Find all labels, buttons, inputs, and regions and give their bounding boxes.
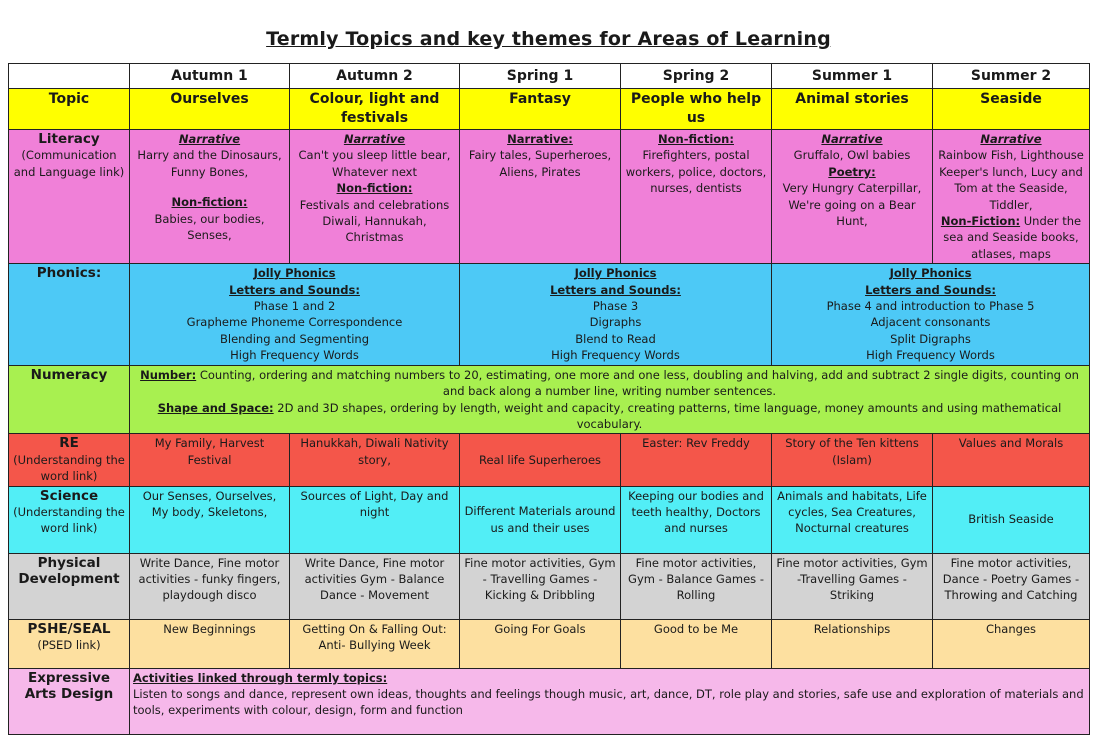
arts-row [9, 668, 1090, 734]
topic-cell: Animal stories [772, 89, 933, 130]
physical-cell: Write Dance, Fine motor activities Gym - Balance Dance - Movement [290, 553, 460, 619]
phonics-cell-summer [772, 264, 1090, 365]
arts-text: Listen to songs and dance, represent own ideas, thoughts and feelings though music, art, dance, DT, role play and stories, safe use and exploration of materials and tools, experiments with colour, design, form and function [133, 686, 1084, 718]
literacy-text: Harry and the Dinosaurs, Funny Bones, [137, 148, 282, 179]
re-cell: Real life Superheroes [460, 434, 621, 486]
row-label-literacy [9, 130, 130, 264]
phonics-item: Blend to Read [575, 331, 656, 346]
re-cell: Easter: Rev Freddy [621, 434, 772, 486]
corner-cell [9, 64, 130, 89]
row-label-re [9, 434, 130, 486]
row-label-numeracy: Numeracy [9, 365, 130, 434]
re-cell: Values and Morals [933, 434, 1090, 486]
row-label-phonics: Phonics: [9, 264, 130, 365]
row-label-title: RE [59, 435, 79, 452]
term-header: Summer 1 [772, 64, 933, 89]
literacy-nonfiction-line [936, 213, 1086, 262]
literacy-heading: Non-fiction: [658, 132, 734, 146]
literacy-text: Very Hungry Caterpillar, We're going on a Bear Hunt, [782, 181, 922, 229]
science-cell: Our Senses, Ourselves, My body, Skeletons, [130, 486, 290, 553]
phonics-item: High Frequency Words [551, 348, 680, 363]
physical-cell: Write Dance, Fine motor activities - funky fingers, playdough disco [130, 553, 290, 619]
phonics-item: Grapheme Phoneme Correspondence [186, 315, 403, 330]
phonics-item: High Frequency Words [230, 348, 359, 363]
numeracy-shape-text: 2D and 3D shapes, ordering by length, weight and capacity, creating patterns, time language, money amounts and using mathematical vocabulary. [277, 400, 1062, 431]
row-label-title: Literacy [38, 131, 100, 147]
phonics-item: High Frequency Words [866, 348, 995, 363]
phonics-heading: Jolly Phonics [889, 266, 972, 281]
row-label-subtitle: (Communication and Language link) [13, 148, 125, 179]
literacy-heading: Non-fiction: [171, 195, 248, 210]
topic-cell: Colour, light and festivals [290, 89, 460, 130]
science-cell: Keeping our bodies and teeth healthy, Doctors and nurses [621, 486, 772, 553]
literacy-heading: Narrative [343, 132, 406, 146]
pshe-cell: Going For Goals [460, 619, 621, 668]
row-label-title: PSHE/SEAL [27, 620, 111, 637]
phonics-subheading: Letters and Sounds: [550, 282, 681, 297]
arts-heading: Activities linked through termly topics: [133, 670, 388, 685]
phonics-item: Blending and Segmenting [219, 331, 369, 346]
science-row [9, 486, 1090, 553]
physical-cell: Fine motor activities, Gym - Balance Games - Rolling [621, 553, 772, 619]
literacy-heading: Narrative: [507, 132, 573, 146]
literacy-heading: Non-Fiction: [940, 214, 1021, 229]
phonics-cell-autumn [130, 264, 460, 365]
literacy-heading: Narrative [821, 132, 883, 146]
physical-row [9, 553, 1090, 619]
row-label-title: Science [39, 487, 99, 504]
re-cell: My Family, Harvest Festival [130, 434, 290, 486]
phonics-item: Adjacent consonants [870, 315, 991, 330]
literacy-heading: Narrative [980, 132, 1042, 146]
numeracy-shape-label: Shape and Space: [157, 400, 274, 415]
row-label-science [9, 486, 130, 553]
topic-row [9, 89, 1090, 130]
term-header: Autumn 1 [130, 64, 290, 89]
physical-cell: Fine motor activities, Dance - Poetry Games - Throwing and Catching [933, 553, 1090, 619]
topic-cell: People who help us [621, 89, 772, 130]
topic-cell: Ourselves [130, 89, 290, 130]
literacy-cell-spring2 [621, 130, 772, 264]
pshe-row [9, 619, 1090, 668]
phonics-item: Phase 1 and 2 [253, 299, 336, 314]
term-header: Spring 2 [621, 64, 772, 89]
physical-cell: Fine motor activities, Gym - Travelling Games - Kicking & Dribbling [460, 553, 621, 619]
phonics-item: Split Digraphs [890, 331, 971, 346]
term-header: Autumn 2 [290, 64, 460, 89]
literacy-cell-spring1 [460, 130, 621, 264]
phonics-subheading: Letters and Sounds: [229, 282, 360, 297]
row-label-subtitle: (Understanding the word link) [13, 504, 125, 536]
term-header: Summer 2 [933, 64, 1090, 89]
topic-cell: Fantasy [460, 89, 621, 130]
phonics-subheading: Letters and Sounds: [865, 282, 996, 297]
phonics-item: Phase 4 and introduction to Phase 5 [826, 299, 1035, 314]
literacy-cell-summer2 [933, 130, 1090, 264]
phonics-cell-spring [460, 264, 772, 365]
numeracy-shape-line [133, 400, 1086, 433]
pshe-cell: Good to be Me [621, 619, 772, 668]
literacy-row [9, 130, 1090, 264]
pshe-cell: Changes [933, 619, 1090, 668]
re-cell: Story of the Ten kittens (Islam) [772, 434, 933, 486]
phonics-item: Phase 3 [592, 299, 639, 314]
phonics-row [9, 264, 1090, 365]
row-label-subtitle: (Understanding the word link) [13, 452, 125, 484]
literacy-text: Under the sea and Seaside books, atlases, maps [943, 214, 1082, 261]
literacy-heading: Narrative [178, 132, 241, 146]
literacy-text: Babies, our bodies, Senses, [154, 211, 265, 243]
phonics-heading: Jolly Phonics [253, 266, 336, 281]
literacy-cell-autumn2 [290, 130, 460, 264]
numeracy-row [9, 365, 1090, 434]
topic-cell: Seaside [933, 89, 1090, 130]
science-cell: Animals and habitats, Life cycles, Sea Creatures, Nocturnal creatures [772, 486, 933, 553]
pshe-cell: Getting On & Falling Out: Anti- Bullying Week [290, 619, 460, 668]
row-label-pshe [9, 619, 130, 668]
literacy-cell-summer1 [772, 130, 933, 264]
page-title: Termly Topics and key themes for Areas of Learning [266, 28, 831, 50]
literacy-text: Fairy tales, Superheroes, Aliens, Pirates [468, 148, 612, 179]
phonics-heading: Jolly Phonics [574, 266, 657, 281]
topics-table [8, 63, 1090, 735]
literacy-text: Firefighters, postal workers, police, doctors, nurses, dentists [625, 148, 767, 196]
numeracy-number-line [133, 367, 1086, 400]
numeracy-cell [130, 365, 1090, 434]
science-cell: Sources of Light, Day and night [290, 486, 460, 553]
phonics-item: Digraphs [589, 315, 642, 330]
literacy-text: Festivals and celebrations Diwali, Hannukah, Christmas [299, 197, 450, 245]
numeracy-number-text: Counting, ordering and matching numbers to 20, estimating, one more and one less, doubling and halving, add and subtract 2 single digits, counting on and back along a number line, writing number sentences. [199, 367, 1079, 399]
row-label-subtitle: (PSED link) [37, 637, 101, 652]
re-row [9, 434, 1090, 486]
literacy-text: Gruffalo, Owl babies [793, 148, 911, 163]
literacy-text: Rainbow Fish, Lighthouse Keeper's lunch, Lucy and Tom at the Seaside, Tiddler, [938, 148, 1084, 212]
physical-cell: Fine motor activities, Gym -Travelling Games - Striking [772, 553, 933, 619]
science-cell: British Seaside [933, 486, 1090, 553]
row-label-arts: Expressive Arts Design [9, 668, 130, 734]
literacy-cell-autumn1 [130, 130, 290, 264]
numeracy-number-label: Number: [140, 367, 197, 382]
pshe-cell: New Beginnings [130, 619, 290, 668]
literacy-text: Can't you sleep little bear, Whatever next [298, 148, 451, 179]
arts-cell [130, 668, 1090, 734]
row-label-topic: Topic [9, 89, 130, 130]
literacy-heading: Non-fiction: [336, 181, 413, 196]
term-header-row [9, 64, 1090, 89]
pshe-cell: Relationships [772, 619, 933, 668]
row-label-physical: Physical Development [9, 553, 130, 619]
science-cell: Different Materials around us and their uses [460, 486, 621, 553]
term-header: Spring 1 [460, 64, 621, 89]
literacy-heading: Poetry: [828, 164, 876, 179]
re-cell: Hanukkah, Diwali Nativity story, [290, 434, 460, 486]
